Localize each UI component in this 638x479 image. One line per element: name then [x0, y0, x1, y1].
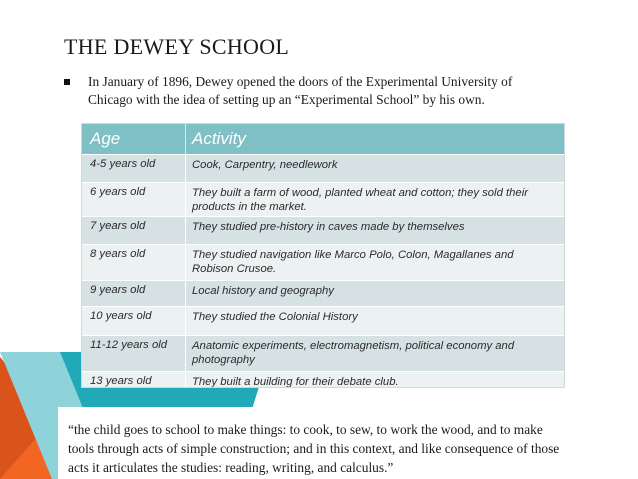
table-row — [82, 216, 564, 244]
header-activity: Activity — [185, 124, 564, 154]
activity-cell: They studied the Colonial History — [185, 307, 564, 335]
activity-cell: They studied navigation like Marco Polo, Colon, Magallanes and Robison Crusoe. — [185, 245, 564, 280]
age-cell: 6 years old — [90, 186, 146, 198]
activity-cell: They built a farm of wood, planted wheat and cotton; they sold their products in the market. — [185, 183, 564, 216]
age-cell: 7 years old — [90, 220, 146, 232]
activity-cell: Cook, Carpentry, needlework — [185, 155, 564, 182]
table-row — [82, 244, 564, 280]
dewey-quote: “the child goes to school to make things: to cook, to sew, to work the wood, and to make tools through acts of simple construction; and in this context, and like consequence of those acts it articulates the studies: reading, writing, and calculus.” — [68, 422, 560, 475]
bullet-text: In January of 1896, Dewey opened the doors of the Experimental University of Chicago with the idea of setting up an “Experimental School” by his own. — [88, 74, 513, 107]
age-cell: 4-5 years old — [90, 158, 156, 170]
table-row — [82, 335, 564, 371]
table-row — [82, 280, 564, 306]
table-row — [82, 154, 564, 182]
table-row — [82, 371, 564, 388]
age-cell: 8 years old — [90, 248, 146, 260]
age-cell: 10 years old — [90, 310, 152, 322]
activity-cell: Anatomic experiments, electromagnetism, political economy and photography — [185, 336, 564, 371]
activity-cell: They studied pre-history in caves made by themselves — [185, 217, 564, 244]
age-cell: 13 years old — [90, 375, 152, 387]
activity-cell: Local history and geography — [185, 281, 564, 306]
table-row — [82, 182, 564, 216]
table-row — [82, 306, 564, 335]
slide-title: THE DEWEY SCHOOL — [64, 34, 290, 59]
table-header — [82, 124, 564, 154]
activity-cell: They built a building for their debate club. — [185, 372, 564, 388]
activity-table — [81, 123, 565, 388]
bullet-icon — [64, 79, 70, 85]
header-age: Age — [90, 129, 121, 148]
age-cell: 11-12 years old — [90, 339, 168, 351]
age-cell: 9 years old — [90, 284, 146, 296]
